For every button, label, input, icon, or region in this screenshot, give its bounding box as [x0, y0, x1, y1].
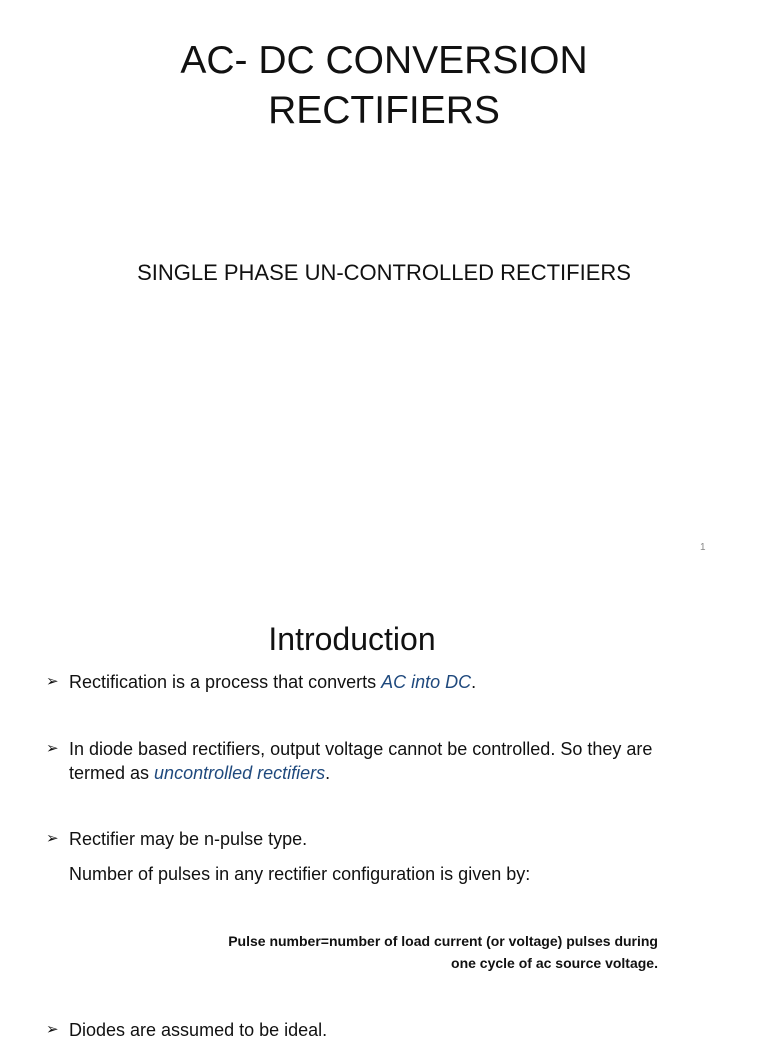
bullet-item — [46, 827, 666, 851]
slide-heading: Introduction — [268, 621, 436, 657]
definition-line: one cycle of ac source voltage. — [451, 955, 658, 971]
bullet-item — [46, 670, 666, 694]
arrow-bullet-icon: ➢ — [46, 1021, 59, 1038]
slide-title-line2: RECTIFIERS — [268, 89, 500, 132]
slide-subtitle: SINGLE PHASE UN-CONTROLLED RECTIFIERS — [137, 260, 631, 285]
arrow-bullet-icon: ➢ — [46, 740, 59, 757]
bullet-subtext: Number of pulses in any rectifier configuration is given by: — [69, 864, 531, 884]
highlight-text: uncontrolled rectifiers — [154, 763, 326, 783]
bullet-text: Rectification is a process that converts AC into DC. — [69, 672, 477, 692]
arrow-bullet-icon: ➢ — [46, 673, 59, 690]
pulse-number-definition — [100, 930, 658, 974]
bullet-item — [46, 1018, 666, 1042]
bullet-text: In diode based rectifiers, output voltage cannot be controlled. So they are termed as uncontrolled rectifiers. — [69, 739, 653, 783]
highlight-text: AC into DC — [381, 672, 472, 692]
slide-title-line1: AC- DC CONVERSION — [180, 39, 588, 82]
bullet-text: Rectifier may be n-pulse type. — [69, 829, 308, 849]
definition-line: Pulse number=number of load current (or voltage) pulses during — [228, 933, 658, 949]
bullet-item — [46, 737, 666, 785]
bullet-text: Diodes are assumed to be ideal. — [69, 1020, 328, 1040]
introduction-slide — [0, 576, 768, 1040]
page-number: 1 — [700, 542, 706, 553]
arrow-bullet-icon: ➢ — [46, 830, 59, 847]
